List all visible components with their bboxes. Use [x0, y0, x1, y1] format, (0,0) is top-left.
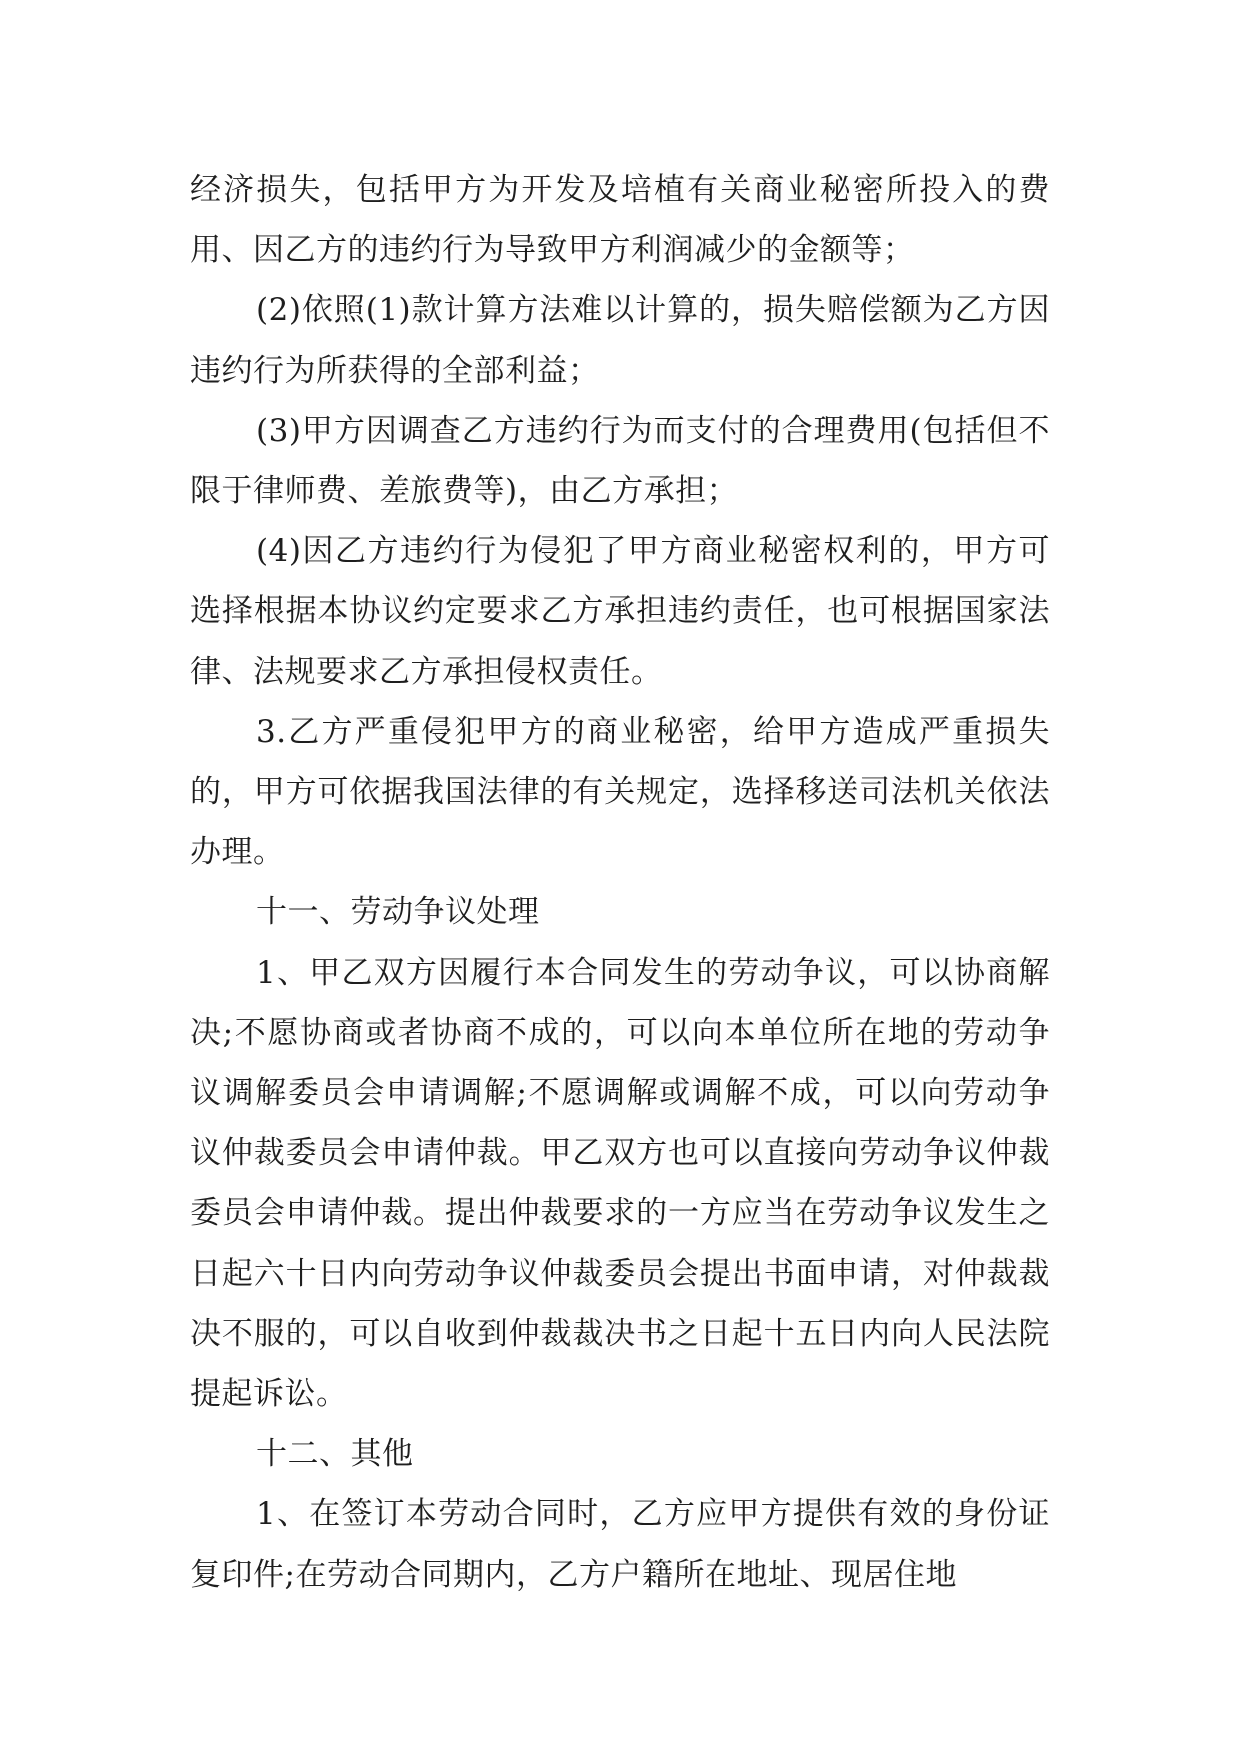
paragraph-3: (3)甲方因调查乙方违约行为而支付的合理费用(包括但不限于律师费、差旅费等)，由乙方承担； [190, 412, 1050, 510]
paragraph-6: 1、甲乙双方因履行本合同发生的劳动争议，可以协商解决;不愿协商或者协商不成的，可以向本单位所在地的劳动争议调解委员会申请调解;不愿调解或调解不成，可以向劳动争议仲裁委员会申请仲裁。甲乙双方也可以直接向劳动争议仲裁委员会申请仲裁。提出仲裁要求的一方应当在劳动争议发生之日起六十日内向劳动争议仲裁委员会提出书面申请，对仲裁裁决不服的，可以自收到仲裁裁决书之日起十五日内向人民法院提起诉讼。 [190, 954, 1050, 1413]
paragraph-4: (4)因乙方违约行为侵犯了甲方商业秘密权利的，甲方可选择根据本协议约定要求乙方承担违约责任，也可根据国家法律、法规要求乙方承担侵权责任。 [190, 533, 1050, 690]
paragraph-7: 1、在签订本劳动合同时，乙方应甲方提供有效的身份证复印件;在劳动合同期内，乙方户籍所在地址、现居住地 [190, 1496, 1050, 1593]
section-heading-12: 十二、其他 [256, 1436, 414, 1473]
paragraph-5: 3.乙方严重侵犯甲方的商业秘密，给甲方造成严重损失的，甲方可依据我国法律的有关规定，选择移送司法机关依法办理。 [190, 713, 1050, 871]
paragraph-2: (2)依照(1)款计算方法难以计算的，损失赔偿额为乙方因违约行为所获得的全部利益； [190, 292, 1050, 389]
section-heading-11: 十一、劳动争议处理 [256, 894, 540, 931]
document-body [190, 160, 1050, 1605]
paragraph-1: 经济损失，包括甲方为开发及培植有关商业秘密所投入的费用、因乙方的违约行为导致甲方利润减少的金额等； [190, 172, 1050, 269]
